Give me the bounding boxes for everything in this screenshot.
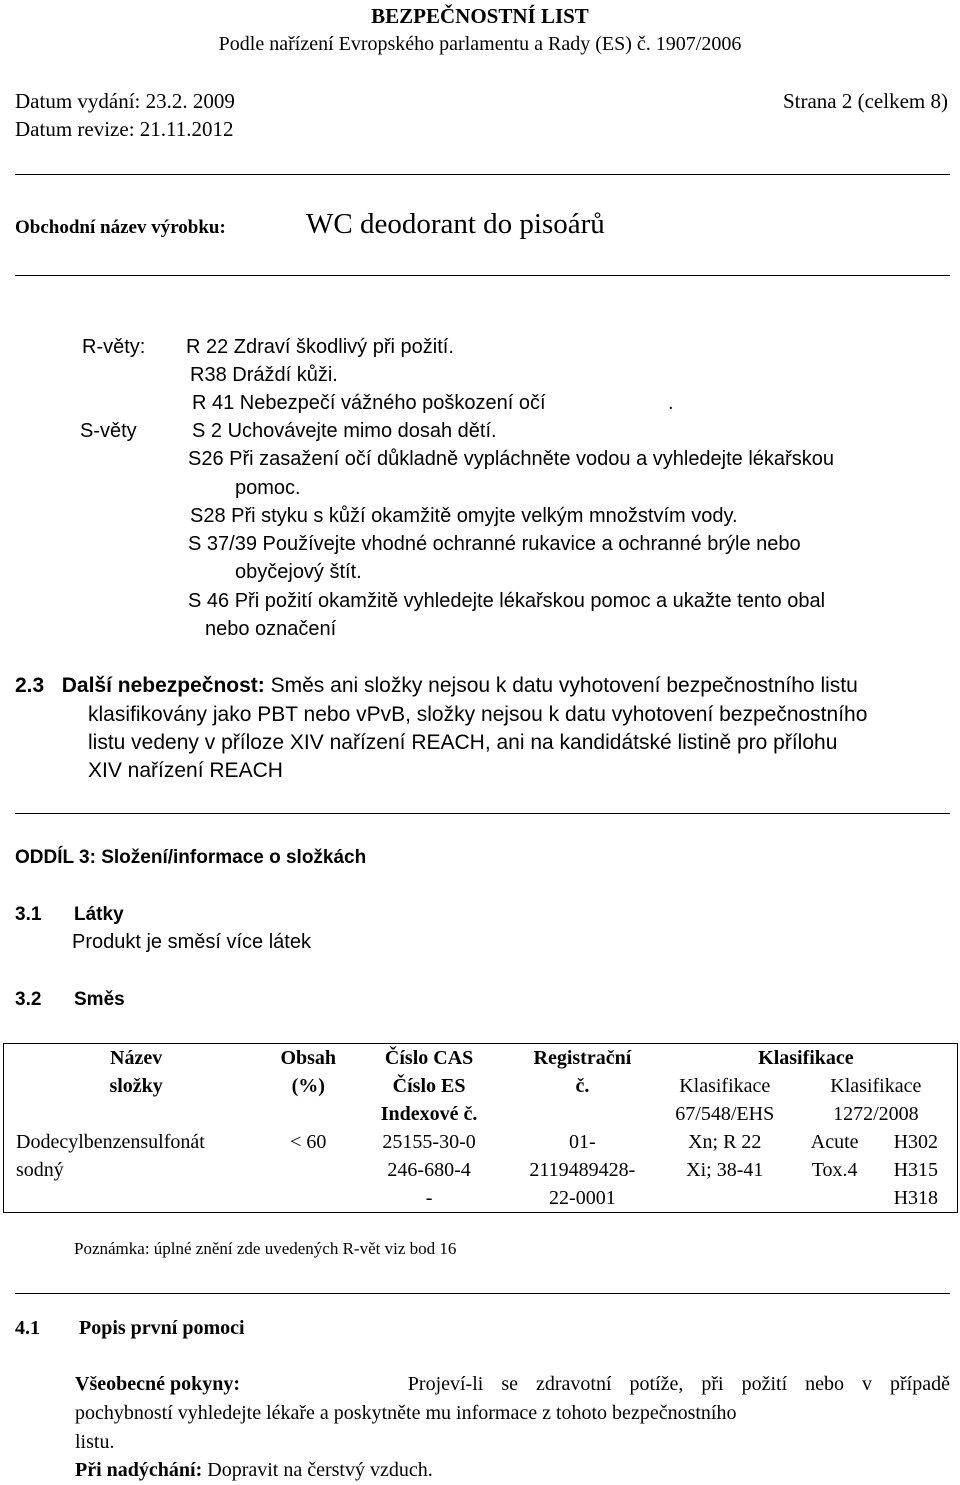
header-classification: Klasifikace	[758, 1047, 854, 1069]
paragraph-line: Směs ani složky nejsou k datu vyhotovení bezpečnostního listu	[270, 674, 858, 697]
r-phrase-item: R 22 Zdraví škodlivý při požití.	[186, 336, 454, 358]
paragraph-line: listu vedeny v příloze XIV nařízení REACH, ani na kandidátské listině pro přílohu	[88, 731, 838, 754]
header-text: č.	[575, 1075, 590, 1097]
header-text: Číslo ES	[392, 1075, 466, 1097]
header-classification-eu67	[655, 1072, 795, 1128]
paragraph-line: XIV nařízení REACH	[88, 759, 283, 782]
cell-registration	[510, 1128, 655, 1213]
subsection-number: 4.1	[15, 1317, 40, 1339]
section-3-title: ODDÍL 3: Složení/informace o složkách	[15, 847, 367, 868]
cell-text: 22-0001	[549, 1187, 616, 1209]
cell-text: 2119489428-	[529, 1159, 636, 1181]
r-phrases-label: R-věty:	[82, 336, 146, 358]
header-text: 1272/2008	[833, 1103, 919, 1125]
document-title: BEZPEČNOSTNÍ LIST	[371, 4, 589, 28]
s-phrase-line: S 37/39 Používejte vhodné ochranné rukavice a ochranné brýle nebo	[188, 533, 801, 555]
header-identifiers	[348, 1044, 510, 1129]
section-divider	[15, 813, 950, 814]
section-number: 2.3	[15, 674, 45, 697]
revision-date: Datum revize: 21.11.2012	[15, 117, 234, 141]
header-classification-clp	[795, 1072, 958, 1128]
cell-classification-clp-category	[795, 1128, 875, 1213]
r-phrase-trailing-dot: .	[668, 392, 674, 414]
cell-text: H315	[893, 1159, 939, 1181]
product-divider	[15, 275, 950, 276]
cell-text: 01-	[569, 1131, 596, 1153]
s-phrase-line: S 46 Při požití okamžitě vyhledejte lékařskou pomoc a ukažte tento obal	[188, 590, 826, 612]
general-label: Všeobecné pokyny:	[75, 1373, 241, 1395]
page-number: Strana 2 (celkem 8)	[782, 89, 948, 113]
s-phrase-line: nebo označení	[205, 618, 337, 640]
section-heading: Další nebezpečnost:	[61, 674, 265, 697]
header-text: složky	[109, 1075, 163, 1097]
table-header-row	[4, 1044, 958, 1073]
cell-text: Acute	[810, 1131, 859, 1153]
general-instructions	[75, 1372, 950, 1396]
s-phrase-line: S 2 Uchovávejte mimo dosah dětí.	[192, 420, 497, 442]
paragraph-line: klasifikovány jako PBT nebo vPvB, složky nejsou k datu vyhotovení bezpečnostního	[88, 703, 868, 726]
subsection-number: 3.1	[15, 904, 42, 925]
table-row	[4, 1128, 958, 1213]
subsection-heading: Látky	[74, 904, 124, 925]
subsection-number: 3.2	[15, 989, 42, 1010]
s-phrase-line: S26 Při zasažení očí důkladně vypláchněte vodou a vyhledejte lékařskou	[188, 448, 834, 470]
product-label: Obchodní název výrobku:	[15, 217, 226, 238]
paragraph-line: Projeví-li se zdravotní potíže, při požití nebo v případě	[407, 1373, 950, 1395]
cell-text: Xi; 38-41	[686, 1159, 764, 1181]
cell-text: 25155-30-0	[382, 1131, 476, 1153]
cell-text: 246-680-4	[387, 1159, 471, 1181]
section-2-3	[15, 672, 858, 700]
cell-text: Tox.4	[811, 1159, 858, 1181]
paragraph-line: pochybností vyhledejte lékaře a poskytněte mu informace z tohoto bezpečnostního	[75, 1402, 737, 1424]
s-phrase-line: pomoc.	[235, 477, 301, 499]
cell-substance-name	[4, 1128, 269, 1213]
header-registration	[510, 1044, 655, 1129]
header-name	[4, 1044, 269, 1129]
inhalation-instructions	[75, 1458, 433, 1482]
subsection-text: Produkt je směsí více látek	[72, 931, 311, 953]
cell-text: -	[425, 1187, 433, 1209]
regulation-subtitle: Podle nařízení Evropského parlamentu a Rady (ES) č. 1907/2006	[218, 33, 742, 55]
header-text: Klasifikace	[679, 1075, 771, 1097]
inhalation-label: Při nadýchání:	[75, 1459, 203, 1481]
s-phrase-line: obyčejový štít.	[235, 561, 362, 583]
section-divider	[15, 1293, 950, 1294]
cell-text: Dodecylbenzensulfonát	[16, 1131, 205, 1153]
header-content	[268, 1044, 348, 1129]
header-text: Klasifikace	[830, 1075, 922, 1097]
cell-text: sodný	[16, 1159, 64, 1181]
r-phrase-item: R 41 Nebezpečí vážného poškození očí	[192, 392, 546, 414]
cell-identifiers	[348, 1128, 510, 1213]
issue-date: Datum vydání: 23.2. 2009	[15, 89, 235, 113]
footnote: Poznámka: úplné znění zde uvedených R-vět viz bod 16	[74, 1239, 457, 1258]
cell-classification-clp-hazard	[875, 1128, 958, 1213]
cell-content: < 60	[290, 1131, 327, 1153]
header-text: Indexové č.	[380, 1103, 478, 1125]
product-name: WC deodorant do pisoárů	[306, 208, 605, 240]
cell-text: H302	[893, 1131, 939, 1153]
header-divider	[15, 174, 950, 175]
subsection-heading: Směs	[74, 989, 125, 1010]
inhalation-text: Dopravit na čerstvý vzduch.	[207, 1459, 433, 1481]
composition-table	[3, 1043, 958, 1213]
r-phrase-item: R38 Dráždí kůži.	[190, 364, 338, 386]
subsection-heading: Popis první pomoci	[79, 1317, 245, 1339]
cell-text: Xn; R 22	[688, 1131, 762, 1153]
header-text: Číslo CAS	[384, 1047, 474, 1069]
paragraph-line: listu.	[75, 1431, 115, 1453]
s-phrase-line: S28 Při styku s kůží okamžitě omyjte velkým množstvím vody.	[190, 505, 738, 527]
header-text: (%)	[291, 1075, 325, 1097]
s-phrases-label: S-věty	[80, 420, 137, 442]
header-text: Název	[110, 1047, 163, 1069]
cell-classification-eu67	[655, 1128, 795, 1213]
cell-text: H318	[893, 1187, 939, 1209]
header-text: Registrační	[533, 1047, 632, 1069]
header-text: 67/548/EHS	[675, 1103, 775, 1125]
header-text: Obsah	[280, 1047, 337, 1069]
